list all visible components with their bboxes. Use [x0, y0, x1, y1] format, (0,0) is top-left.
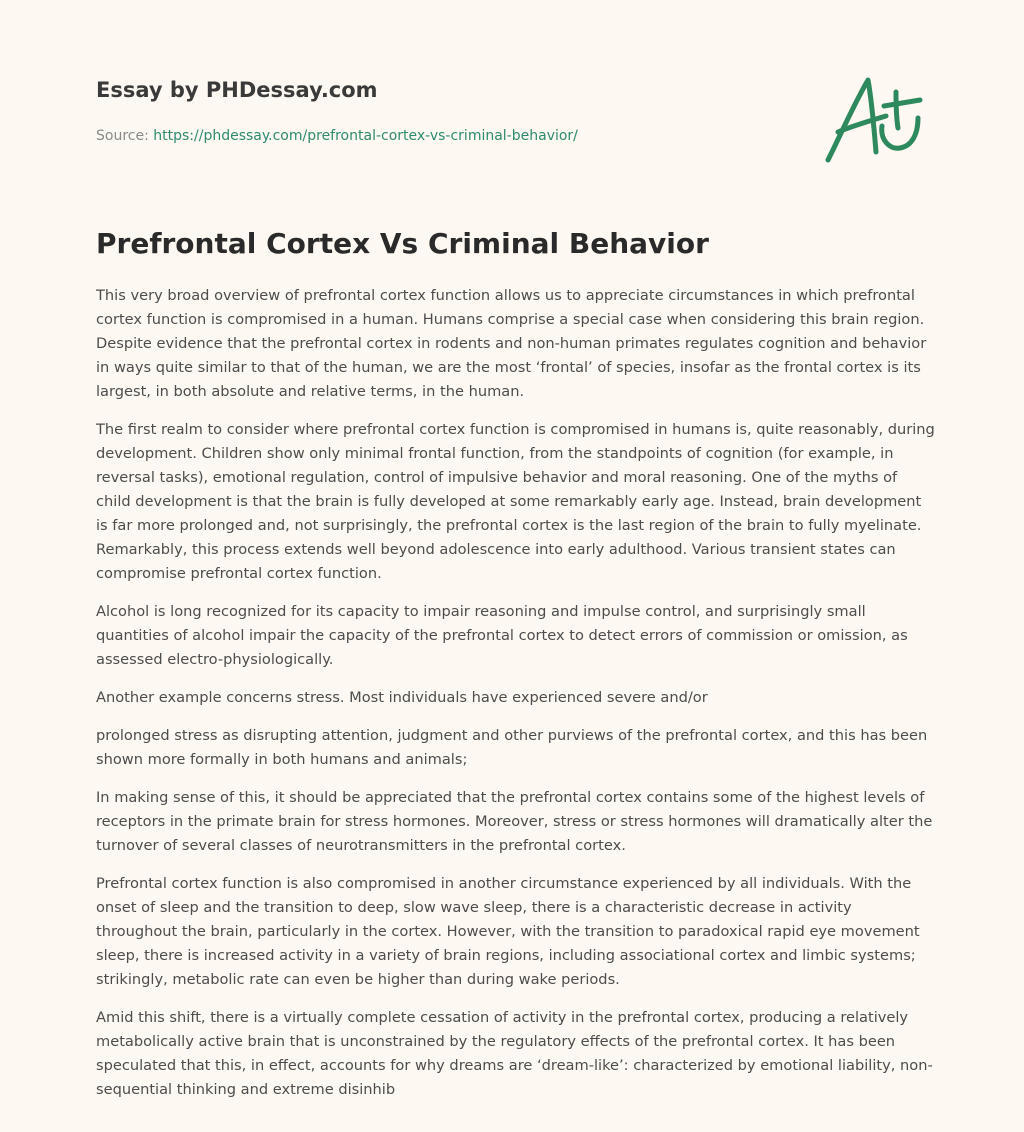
paragraph: Alcohol is long recognized for its capacity to impair reasoning and impulse control, and surprisingly small quantities of alcohol impair the capacity of the prefrontal cortex to detect errors of commission or omission, as assessed electro-physiologically.	[96, 603, 908, 668]
source-line	[96, 126, 736, 146]
page-title: Prefrontal Cortex Vs Criminal Behavior	[96, 227, 709, 260]
paragraph: In making sense of this, it should be appreciated that the prefrontal cortex contains some of the highest levels of receptors in the primate brain for stress hormones. Moreover, stress or stress hormones will dramatically alter the turnover of several classes of neurotransmitters in the prefrontal cortex.	[96, 789, 933, 854]
a-plus-grade-icon	[820, 66, 930, 166]
paragraph: prolonged stress as disrupting attention, judgment and other purviews of the prefrontal cortex, and this has been shown more formally in both humans and animals;	[96, 727, 928, 768]
paragraph: Amid this shift, there is a virtually complete cessation of activity in the prefrontal cortex, producing a relatively metabolically active brain that is unconstrained by the regulatory effects of the prefrontal cortex. It has been speculated that this, in effect, accounts for why dreams are ‘dream-like’: characterized by emotional liability, non-sequential thinking and extreme disinhib	[96, 1009, 933, 1098]
source-label: Source:	[96, 128, 154, 144]
page-header	[96, 76, 736, 146]
brand-title: Essay by PHDessay.com	[96, 78, 378, 102]
essay-body	[96, 284, 936, 1116]
source-link[interactable]: https://phdessay.com/prefrontal-cortex-vs-criminal-behavior/	[153, 128, 578, 144]
paragraph: Prefrontal cortex function is also compromised in another circumstance experienced by all individuals. With the onset of sleep and the transition to deep, slow wave sleep, there is a characteristic decrease in activity throughout the brain, particularly in the cortex. However, with the transition to paradoxical rapid eye movement sleep, there is increased activity in a variety of brain regions, including associational cortex and limbic systems; strikingly, metabolic rate can even be higher than during wake periods.	[96, 875, 920, 988]
paragraph: Another example concerns stress. Most individuals have experienced severe and/or	[96, 689, 708, 706]
paragraph: This very broad overview of prefrontal cortex function allows us to appreciate circumstances in which prefrontal cortex function is compromised in a human. Humans comprise a special case when considering this brain region. Despite evidence that the prefrontal cortex in rodents and non-human primates regulates cognition and behavior in ways quite similar to that of the human, we are the most ‘frontal’ of species, insofar as the frontal cortex is its largest, in both absolute and relative terms, in the human.	[96, 287, 927, 400]
paragraph: The first realm to consider where prefrontal cortex function is compromised in humans is, quite reasonably, during development. Children show only minimal frontal function, from the standpoints of cognition (for example, in reversal tasks), emotional regulation, control of impulsive behavior and moral reasoning. One of the myths of child development is that the brain is fully developed at some remarkably early age. Instead, brain development is far more prolonged and, not surprisingly, the prefrontal cortex is the last region of the brain to fully myelinate. Remarkably, this process extends well beyond adolescence into early adulthood. Various transient states can compromise prefrontal cortex function.	[96, 421, 935, 582]
